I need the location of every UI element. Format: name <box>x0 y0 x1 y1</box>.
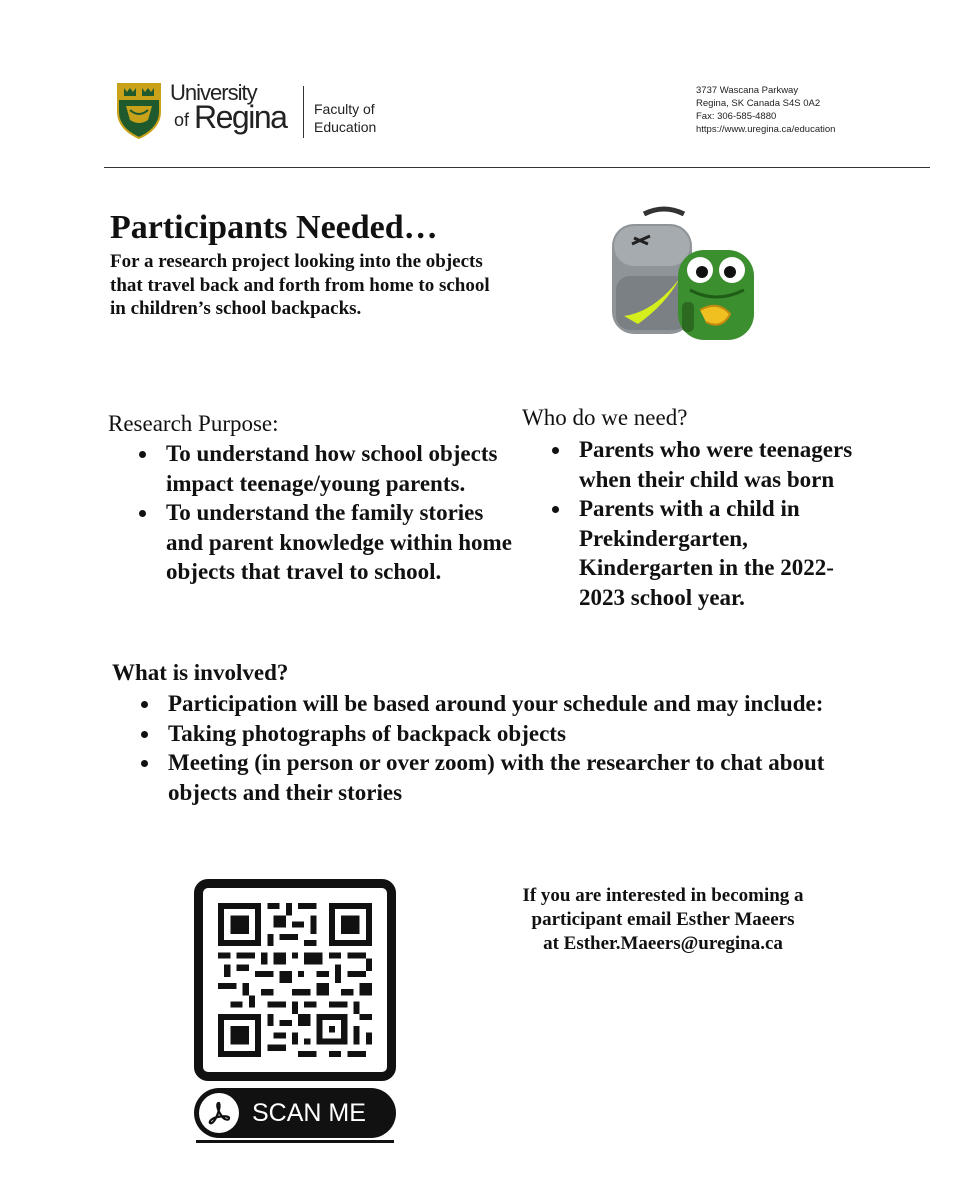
list-item: Taking photographs of backpack objects <box>168 719 868 749</box>
list-item: To understand how school objects impact teenage/young parents. <box>166 439 516 498</box>
research-purpose-list <box>166 439 516 587</box>
involved-list <box>168 689 868 807</box>
who-needed-list <box>579 435 879 612</box>
faculty-line2: Education <box>314 119 377 135</box>
address-city: Regina, SK Canada S4S 0A2 <box>696 98 821 109</box>
address-fax: Fax: 306-585-4880 <box>696 111 777 122</box>
list-item: Parents who were teenagers when their child was born <box>579 435 879 494</box>
page-title: Participants Needed… <box>110 209 438 246</box>
scan-underline <box>196 1140 394 1143</box>
university-wordmark-regina: Regina <box>194 99 287 135</box>
acrobat-icon <box>205 1099 233 1127</box>
contact-email[interactable]: at Esther.Maeers@uregina.ca <box>543 933 783 954</box>
university-wordmark <box>170 80 298 140</box>
address-block <box>696 84 835 136</box>
university-wordmark-line1: University <box>170 80 257 105</box>
list-item: Meeting (in person or over zoom) with the researcher to chat about objects and their stories <box>168 748 868 807</box>
header-divider <box>303 86 304 138</box>
university-wordmark-of: of <box>174 110 190 130</box>
contact-info <box>488 884 838 956</box>
address-street: 3737 Wascana Parkway <box>696 85 799 96</box>
list-item: To understand the family stories and parent knowledge within home objects that travel to school. <box>166 498 516 587</box>
backpacks-image <box>604 206 760 344</box>
research-purpose-heading: Research Purpose: <box>108 411 279 436</box>
header-rule <box>104 167 930 168</box>
faculty-name <box>314 100 376 136</box>
contact-line2: participant email Esther Maeers <box>531 909 795 930</box>
involved-heading: What is involved? <box>112 660 289 685</box>
faculty-line1: Faculty of <box>314 101 375 117</box>
list-item: Parents with a child in Prekindergarten, Kindergarten in the 2022-2023 school year. <box>579 494 879 612</box>
contact-line1: If you are interested in becoming a <box>522 885 804 906</box>
who-needed-heading: Who do we need? <box>522 405 688 430</box>
scan-me-label: SCAN ME <box>252 1099 366 1127</box>
list-item: Participation will be based around your schedule and may include: <box>168 689 868 719</box>
university-crest-logo <box>116 82 162 140</box>
address-url[interactable]: https://www.uregina.ca/education <box>696 124 836 135</box>
qr-code[interactable] <box>218 903 372 1057</box>
page-subtitle: For a research project looking into the objects that travel back and forth from home to school in children’s school backpacks. <box>110 251 490 319</box>
